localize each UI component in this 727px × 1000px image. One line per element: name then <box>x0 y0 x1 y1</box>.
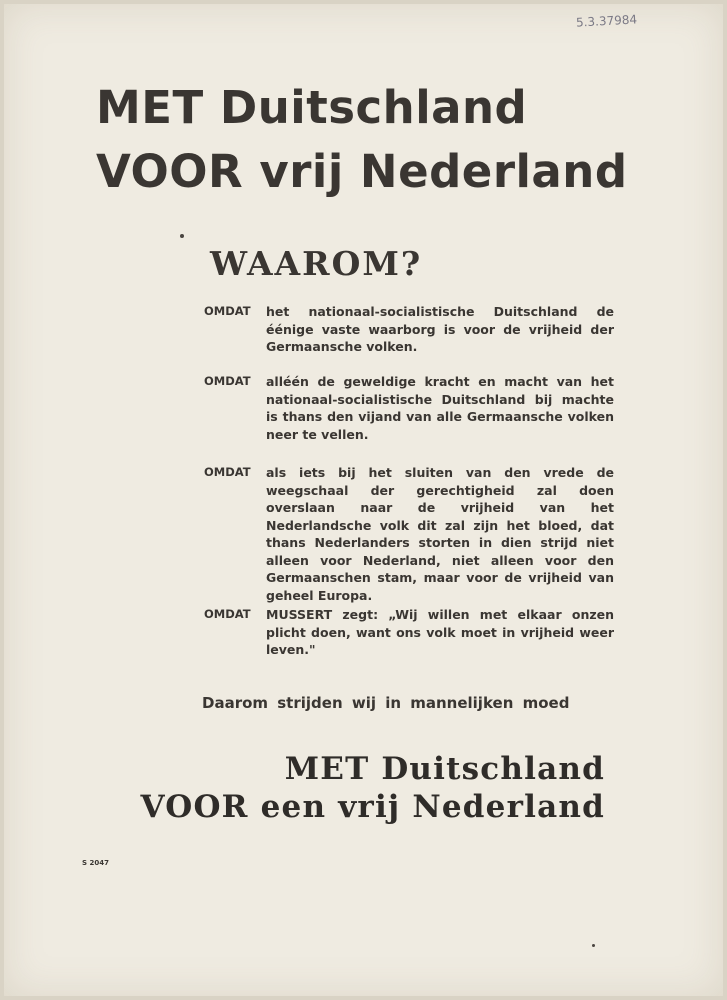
leaflet-page <box>4 4 723 996</box>
archive-number: 5.3.37984 <box>575 12 638 30</box>
reason-3 <box>204 464 614 604</box>
reason-text: als iets bij het sluiten van den vrede de weegschaal der gerechtigheid zal doen overslaan naar de vrijheid van het Nederlandsche volk dit zal zijn het bloed, dat thans Nederlanders storten in dien strijd niet alleen voor Nederland, niet alleen voor den Germaanschen stam, maar voor de vrijheid van geheel Europa. <box>266 465 614 603</box>
reason-text: MUSSERT zegt: „Wij willen met elkaar onzen plicht doen, want ons volk moet in vrijheid weer leven." <box>266 607 614 657</box>
headline-line-2: VOOR vrij Nederland <box>96 145 628 198</box>
reason-4 <box>204 606 614 659</box>
slogan-line-1: MET Duitschland <box>284 751 605 787</box>
headline-line-1: MET Duitschland <box>96 81 528 134</box>
reason-keyword: OMDAT <box>204 304 251 318</box>
ink-speck <box>592 944 595 947</box>
print-code: S 2047 <box>82 859 109 867</box>
reason-text: alléén de geweldige kracht en macht van het nationaal-socialistische Duitschland bij machte is thans den vijand van alle Germaansche volken neer te vellen. <box>266 374 614 442</box>
ink-speck <box>180 234 184 238</box>
closing-slogan <box>141 750 605 826</box>
reason-1 <box>204 303 614 356</box>
reason-2 <box>204 373 614 443</box>
reason-keyword: OMDAT <box>204 465 251 479</box>
question-heading: WAAROM? <box>210 244 423 283</box>
slogan-line-2: VOOR een vrij Nederland <box>140 789 605 825</box>
headline <box>96 76 628 204</box>
reason-keyword: OMDAT <box>204 607 251 621</box>
conclusion-line: Daarom strijden wij in mannelijken moed <box>202 694 570 712</box>
reason-text: het nationaal-socialistische Duitschland de éénige vaste waarborg is voor de vrijheid der Germaansche volken. <box>266 304 614 354</box>
reason-keyword: OMDAT <box>204 374 251 388</box>
